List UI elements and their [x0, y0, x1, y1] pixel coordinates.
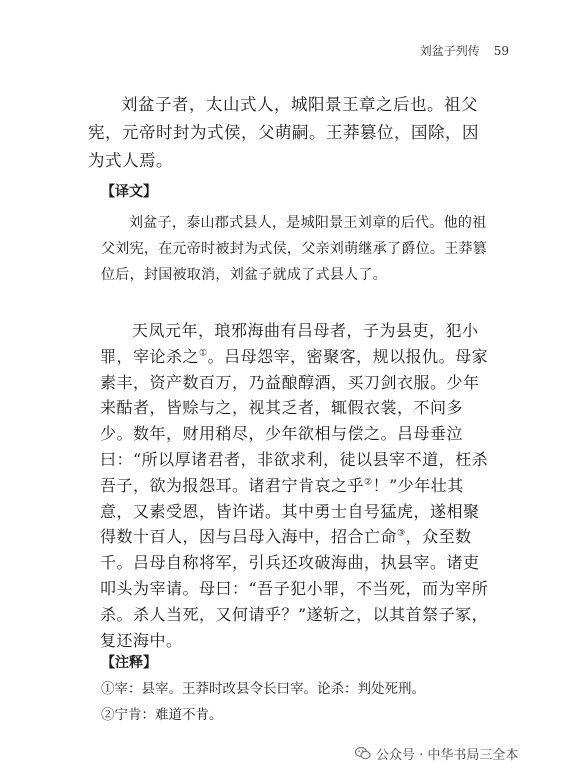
note-ref-3: ③: [397, 529, 406, 540]
note-item: ②宁肯：难道不肯。: [101, 707, 223, 723]
note-item: ①宰：县宰。王莽时改县令长曰宰。论杀：判处死刑。: [101, 681, 425, 697]
original-text-paragraph-1: 刘盆子者，太山式人，城阳景王章之后也。祖父宪，元帝时封为式侯，父萌嗣。王莽篡位，国除，因为式人焉。: [88, 95, 479, 170]
notes-heading: 【注释】: [101, 655, 157, 671]
chapter-title: 刘盆子列传: [419, 44, 480, 58]
page-number: 59: [493, 44, 509, 58]
paragraph-2-part-2: 。吕母怨宰，密聚客，规以报仇。母家素丰，资产数百万，乃益酿醇酒，买刀剑衣服。少年来酤者，皆赊与之，视其乏者，辄假衣裳，不问多少。数年，财用稍尽，少年欲相与偿之。吕母垂泣曰：“所以厚诸君者，非欲求利，徒以县宰不道，枉杀吾子，欲为报怨耳。诸君宁肯哀之乎: [100, 346, 489, 495]
translation-paragraph: 刘盆子，泰山郡式县人，是城阳景王刘章的后代。他的祖父刘宪，在元帝时被封为式侯，父亲刘萌继承了爵位。王莽篡位后，封国被取消，刘盆子就成了式县人了。: [101, 215, 488, 283]
watermark-footer: [355, 744, 518, 763]
translation-heading: 【译文】: [101, 184, 157, 200]
paragraph-2-part-3: ！”少年壮其意，又素受恩，皆许诺。其中勇士自号猛虎，遂相聚得数十百人，因与吕母入海中，招合亡命: [100, 475, 480, 547]
note-ref-2: ②: [364, 477, 373, 488]
running-header: [420, 42, 509, 59]
paragraph-2-part-4: ，众至数千。吕母自称将军，引兵还攻破海曲，执县宰。诸吏叩头为宰请。母曰：“吾子犯小罪，不当死，而为宰所杀。杀人当死，又何请乎？”遂斩之，以其首祭子冢，复还海中。: [100, 527, 489, 650]
wechat-icon: [355, 747, 371, 760]
watermark-text: 公众号 · 中华书局三全本: [376, 748, 519, 763]
paragraph-2-part-1: 天凤元年，琅邪海曲有吕母者，子为县吏，犯小罪，宰论杀之: [100, 321, 479, 366]
notes-list: [101, 676, 491, 728]
note-ref-1: ①: [199, 348, 208, 359]
original-text-paragraph-2: [100, 318, 492, 653]
